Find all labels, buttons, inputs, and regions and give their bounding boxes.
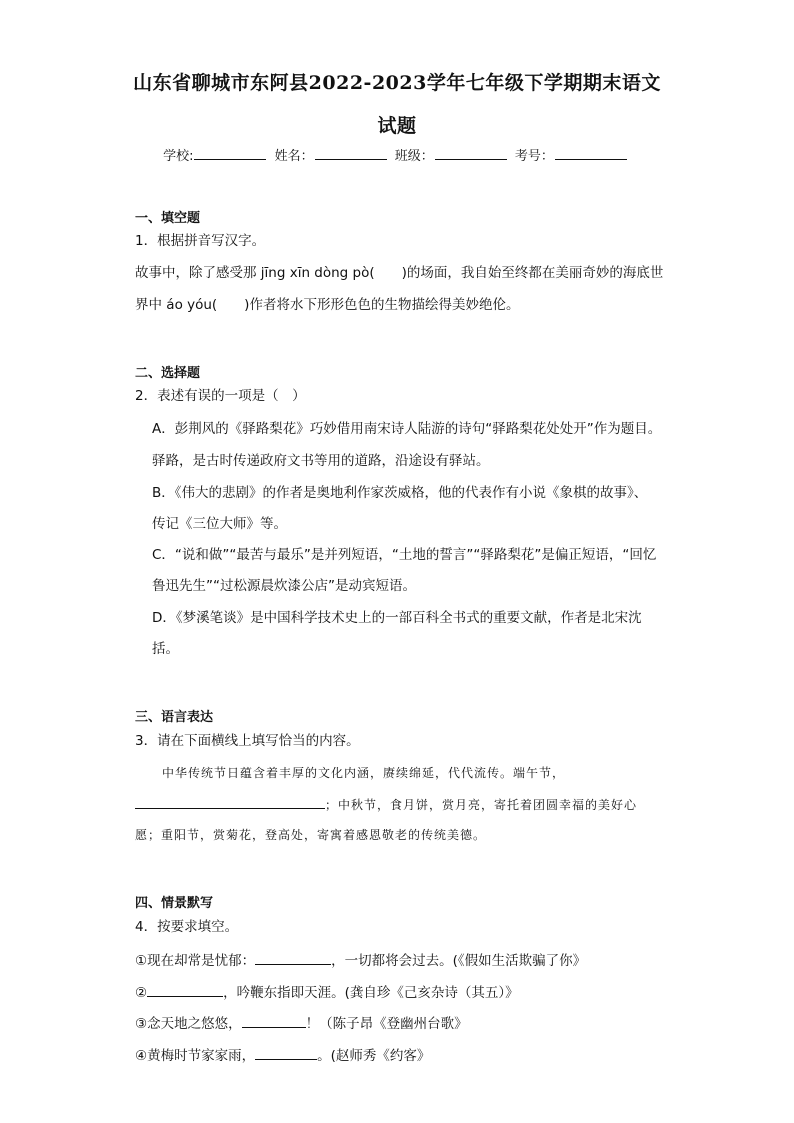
section-heading-recitation: 四、情景默写 bbox=[135, 896, 214, 911]
q4-item-4-blank[interactable] bbox=[255, 1045, 317, 1060]
section-heading-fill-blank: 一、填空题 bbox=[135, 211, 201, 226]
class-blank[interactable] bbox=[435, 147, 507, 160]
q3-answer-blank[interactable] bbox=[135, 794, 325, 809]
q4-item-3 bbox=[135, 1013, 468, 1034]
school-blank[interactable] bbox=[194, 147, 266, 160]
q4-stem: 4．按要求填空。 bbox=[135, 919, 239, 935]
exam-number-blank[interactable] bbox=[555, 147, 627, 160]
q4-item-4-suffix: 。(赵师秀《约客》 bbox=[317, 1048, 431, 1064]
name-label: 姓名： bbox=[274, 149, 314, 164]
exam-title-line1: 山东省聊城市东阿县2022-2023学年七年级下学期期末语文 bbox=[133, 72, 661, 94]
exam-number-label: 考号： bbox=[514, 149, 554, 164]
q3-stem: 3．请在下面横线上填写恰当的内容。 bbox=[135, 733, 360, 749]
school-label: 学校: bbox=[163, 149, 194, 164]
q4-item-4 bbox=[135, 1045, 430, 1066]
q3-passage-line2-text: ；中秋节，食月饼，赏月亮，寄托着团圆幸福的美好心 bbox=[325, 798, 638, 812]
q4-item-2-blank[interactable] bbox=[147, 982, 223, 997]
name-blank[interactable] bbox=[315, 147, 387, 160]
q4-item-2-prefix: ② bbox=[135, 985, 148, 1001]
q2-option-c-line1[interactable]: C．“说和做”“最苦与最乐”是并列短语，“土地的誓言”“驿路梨花”是偏正短语，“回忆 bbox=[152, 547, 657, 563]
q2-option-d-line2: 括。 bbox=[152, 641, 179, 657]
class-label: 班级： bbox=[394, 149, 434, 164]
q3-passage-line3: 愿；重阳节，赏菊花，登高处，寄寓着感恩敬老的传统美德。 bbox=[135, 828, 487, 842]
q4-item-1 bbox=[135, 950, 586, 971]
q3-passage-line1: 中华传统节日蕴含着丰厚的文化内涵，赓续绵延，代代流传。端午节， bbox=[162, 766, 566, 780]
q4-item-2 bbox=[135, 982, 519, 1003]
section-heading-expression: 三、语言表达 bbox=[135, 710, 214, 725]
q2-option-a-line1[interactable]: A．彭荆风的《驿路梨花》巧妙借用南宋诗人陆游的诗句“驿路梨花处处开”作为题目。 bbox=[152, 421, 662, 437]
q1-line2: 界中 áo yóu( )作者将水下形形色色的生物描绘得美妙绝伦。 bbox=[135, 297, 520, 313]
q3-passage-line2 bbox=[135, 794, 637, 815]
q4-item-1-blank[interactable] bbox=[255, 950, 331, 965]
q4-item-3-prefix: ③念天地之悠悠， bbox=[135, 1016, 242, 1032]
q2-option-b-line1[interactable]: B．《伟大的悲剧》的作者是奥地利作家茨威格，他的代表作有小说《象棋的故事》、 bbox=[152, 485, 648, 501]
q2-option-b-line2: 传记《三位大师》等。 bbox=[152, 516, 287, 532]
q4-item-1-prefix: ①现在却常是忧郁： bbox=[135, 953, 256, 969]
q4-item-1-suffix: ，一切都将会过去。(《假如生活欺骗了你》 bbox=[331, 953, 587, 969]
exam-title-line2: 试题 bbox=[377, 115, 417, 137]
q1-stem: 1．根据拼音写汉字。 bbox=[135, 233, 266, 249]
student-info-row bbox=[0, 145, 794, 164]
q2-stem: 2．表述有误的一项是（ ） bbox=[135, 388, 306, 404]
q1-line1: 故事中，除了感受那 jīng xīn dòng pò( )的场面，我自始至终都在美丽奇妙的海底世 bbox=[135, 265, 664, 281]
q4-item-2-suffix: ，吟鞭东指即天涯。(龚自珍《己亥杂诗（其五）》 bbox=[223, 985, 519, 1001]
q4-item-3-suffix: ！（陈子昂《登幽州台歌》 bbox=[305, 1016, 468, 1032]
q2-option-d-line1[interactable]: D．《梦溪笔谈》是中国科学技术史上的一部百科全书式的重要文献，作者是北宋沈 bbox=[152, 610, 642, 626]
q2-option-c-line2: 鲁迅先生”“过松源晨炊漆公店”是动宾短语。 bbox=[152, 578, 416, 594]
q2-option-a-line2: 驿路，是古时传递政府文书等用的道路，沿途设有驿站。 bbox=[152, 453, 490, 469]
q4-item-3-blank[interactable] bbox=[242, 1013, 306, 1028]
q4-item-4-prefix: ④黄梅时节家家雨， bbox=[135, 1048, 256, 1064]
section-heading-choice: 二、选择题 bbox=[135, 366, 201, 381]
